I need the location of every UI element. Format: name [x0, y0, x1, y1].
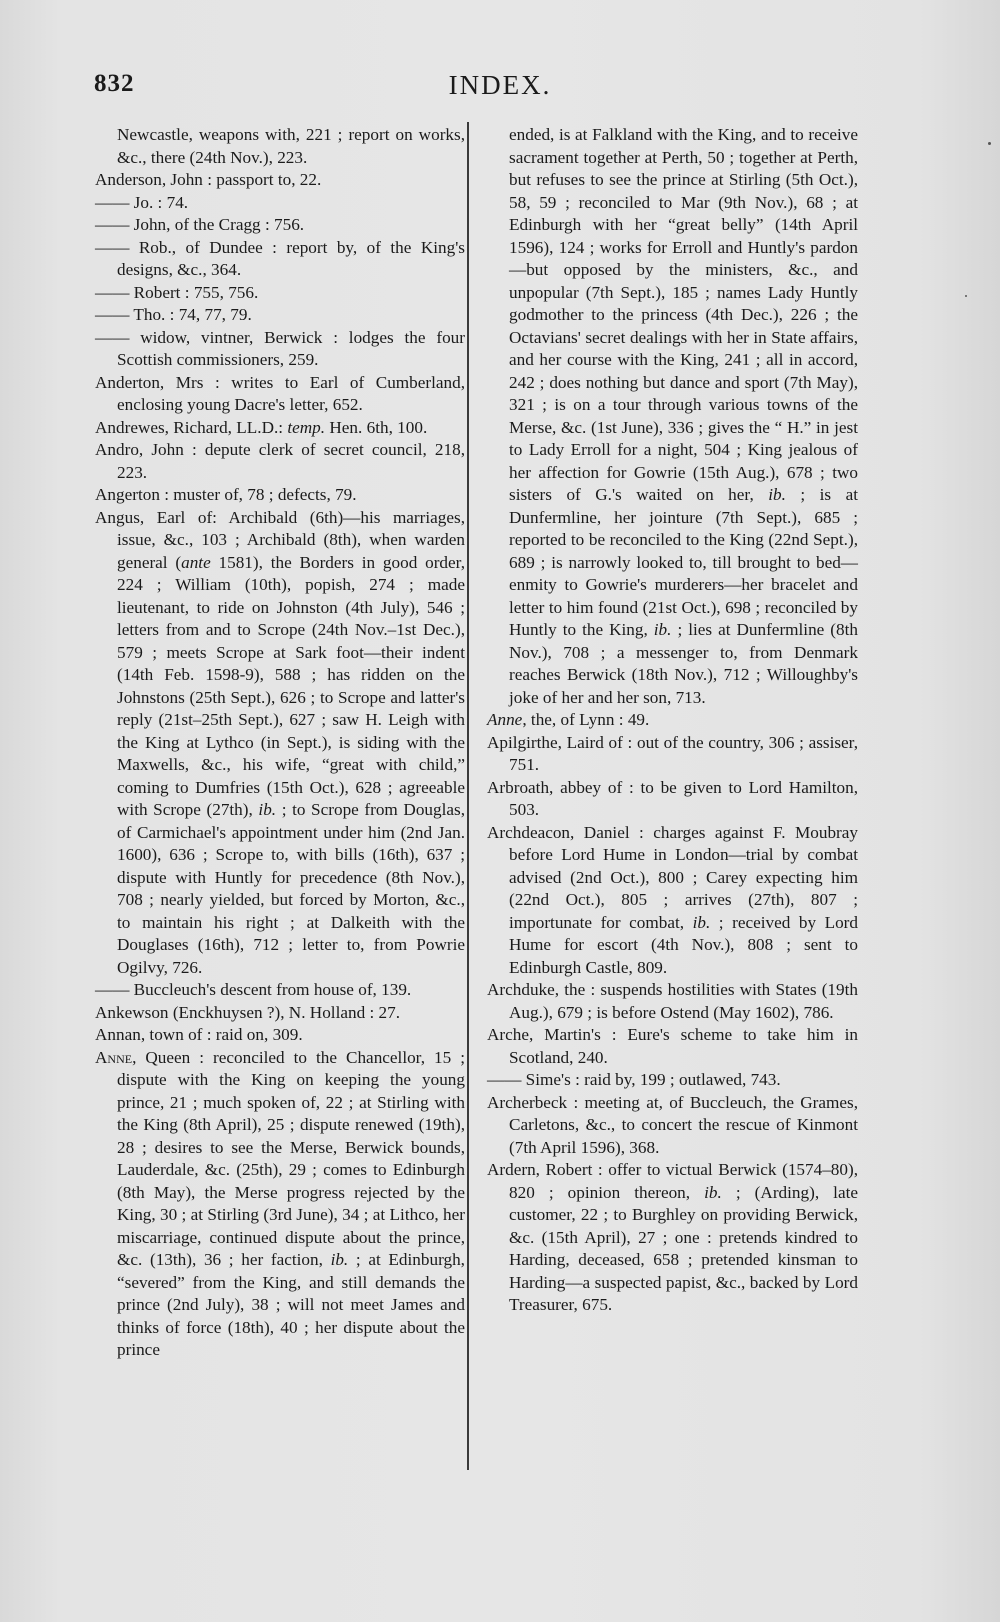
index-entry: [487, 732, 858, 777]
entry-text: Angerton : muster of, 78 ; defects, 79.: [95, 485, 357, 504]
entry-text: —— Rob., of Dundee : report by, of the King's designs, &c., 364.: [95, 237, 465, 279]
entry-text: Andro, John : depute clerk of secret council, 218, 223.: [95, 440, 465, 482]
entry-text: —— Robert : 755, 756.: [95, 282, 259, 302]
entry-text: , Queen : reconciled to the Chancellor, 15 ; dispute with the King on keeping the young prince, 21 ; much spoken of, 22 ; at Stirling with the King (8th April), 25 ; dispute renewed (19th), 28 ; desires to see the Merse, Berwick bounds, Lauderdale, &c. (25th), 29 ; comes to Edinburgh (8th May), the Merse progress rejected by the King, 30 ; at Stirling (3rd June), 34 ; at Lithco, her miscarriage, continued dispute about the prince, &c. (13th), 36 ; her faction,: [117, 1047, 465, 1269]
index-entry: [95, 372, 465, 417]
column-divider: [467, 122, 469, 1470]
entry-text: —— Sime's : raid by, 199 ; outlawed, 743.: [487, 1070, 781, 1089]
index-entry: [95, 304, 465, 327]
index-entry: [95, 507, 465, 980]
entry-text: ; lies at Dunfermline (8th Nov.), 708 ; a messenger to, from Denmark reaches Berwick (18th Nov.), 712 ; Willoughby's joke of her and her son, 713.: [509, 620, 858, 707]
entry-text: Hen. 6th, 100.: [325, 417, 428, 437]
index-entry: [487, 979, 858, 1024]
entry-text: Anderton, Mrs : writes to Earl of Cumberland, enclosing young Dacre's letter, 652.: [95, 372, 465, 414]
index-entry: [95, 1002, 465, 1025]
entry-text: Annan, town of : raid on, 309.: [95, 1025, 303, 1044]
index-entry: [95, 237, 465, 282]
entry-text: ante: [181, 552, 211, 572]
entry-text: ib.: [692, 912, 711, 932]
entry-text: , the, of Lynn : 49.: [522, 710, 650, 729]
entry-text: —— John, of the Cragg : 756.: [95, 215, 305, 234]
entry-text: Newcastle, weapons with, 221 ; report on works, &c., there (24th Nov.), 223.: [117, 125, 465, 167]
entry-text: temp.: [287, 417, 326, 437]
entry-text: ; at Edinburgh, “severed” from the King, and still demands the prince (2nd July), 38 ; will not meet James and thinks of force (18th), 40 ; her dispute about the prince: [117, 1250, 465, 1359]
entry-text: ib.: [704, 1182, 722, 1202]
paper-speck: [965, 295, 967, 297]
entry-text: Archdeacon, Daniel : charges against F. Moubray before Lord Hume in London—trial by combat advised (2nd Oct.), 800 ; Carey expecting him (22nd Oct.), 805 ; arrives (27th), 807 ; importunate for combat,: [487, 822, 858, 932]
index-entry: [95, 327, 465, 372]
index-entry: [487, 1092, 858, 1160]
entry-text: Ardern, Robert : offer to victual Berwick (1574–80), 820 ; opinion thereon,: [487, 1160, 858, 1202]
entry-text: ib.: [653, 620, 672, 639]
entry-text: Andrewes, Richard, LL.D.:: [95, 417, 288, 437]
page-number: 832: [94, 70, 135, 97]
entry-text: ib.: [258, 800, 277, 819]
index-entry: [487, 709, 858, 732]
index-entry: [95, 439, 465, 484]
index-column-right: [487, 124, 858, 1317]
index-column-left: [95, 124, 465, 1362]
index-entry: [95, 484, 465, 507]
entry-text: ; is at Dunfermline, her jointure (7th Sept.), 685 ; reported to be reconciled to the King (22nd Sept.), 689 ; is narrowly looked to, till brought to bed—enmity to Gowrie's murderers—her bracelet and letter to him found (21st Oct.), 698 ; reconciled by Huntly to the King,: [509, 485, 858, 639]
index-entry: [95, 282, 465, 305]
entry-text: —— Buccleuch's descent from house of, 139.: [95, 980, 412, 999]
entry-text: Archerbeck : meeting at, of Buccleuch, the Grames, Carletons, &c., to concert the rescue of Kinmont (7th April 1596), 368.: [487, 1092, 858, 1157]
index-entry: [95, 214, 465, 237]
entry-text: 1581), the Borders in good order, 224 ; William (10th), popish, 274 ; made lieutenant, to ride on Johnston (4th July), 546 ; letters from and to Scrope (24th Nov.–1st Dec.), 579 ; meets Scrope at Sark foot—their indent (14th Feb. 1598-9), 588 ; has ridden on the Johnstons (25th Sept.), 626 ; to Scrope and latter's reply (21st–25th Sept.), 627 ; saw H. Leigh with the King at Lythco (in Sept.), is siding with the Maxwells, &c., his wife, “great with child,” coming to Dumfries (15th Oct.), 628 ; agreeable with Scrope (27th),: [117, 552, 465, 819]
index-entry: [95, 192, 465, 215]
index-entry: [95, 1024, 465, 1047]
entry-text: Arbroath, abbey of : to be given to Lord Hamilton, 503.: [487, 777, 858, 819]
entry-text: ib.: [330, 1250, 349, 1269]
entry-text: ; received by Lord Hume for escort (4th Nov.), 808 ; sent to Edinburgh Castle, 809.: [509, 912, 858, 977]
entry-text: —— widow, vintner, Berwick : lodges the four Scottish commissioners, 259.: [95, 327, 465, 369]
index-entry: [95, 979, 465, 1002]
entry-text: —— Jo. : 74.: [95, 192, 189, 212]
index-entry: [95, 417, 465, 440]
paper-speck: [988, 142, 991, 145]
entry-text: ; (Arding), late customer, 22 ; to Burghley on providing Berwick, &c. (15th April), 27 ; one : pretends kindred to Harding, deceased, 658 ; pretended kinsman to Harding—a suspected papist, &c., backed by Lord Treasurer, 675.: [509, 1182, 858, 1314]
index-entry: [95, 169, 465, 192]
entry-text: Anne: [95, 1047, 133, 1067]
index-entry: [487, 777, 858, 822]
entry-text: Angus, Earl of: Archibald (6th)—his marriages, issue, &c., 103 ; Archibald (8th), when warden general (: [95, 507, 465, 572]
entry-text: Anderson, John : passport to, 22.: [95, 170, 322, 189]
entry-text: —— Tho. : 74, 77, 79.: [95, 305, 252, 324]
index-entry: [95, 1047, 465, 1362]
entry-text: Apilgirthe, Laird of : out of the country, 306 ; assiser, 751.: [487, 732, 858, 774]
index-entry: [487, 1159, 858, 1317]
index-entry-continuation: [95, 124, 465, 169]
entry-text: Arche, Martin's : Eure's scheme to take him in Scotland, 240.: [487, 1025, 858, 1067]
entry-text: ended, is at Falkland with the King, and to receive sacrament together at Perth, 50 ; together at Perth, but refuses to see the prince at Stirling (5th Oct.), 58, 59 ; reconciled to Mar (9th Nov.), 68 ; at Edinburgh with her “great belly” (14th April 1596), 124 ; works for Erroll and Huntly's pardon—but opposed by the ministers, &c., and unpopular (7th Sept.), 185 ; names Lady Huntly godmother to the princess (4th Dec.), 226 ; the Octavians' secret dealings with her in State affairs, and her course with the King, 241 ; all in accord, 242 ; does nothing but dance and sport (7th May), 321 ; is on a tour through various towns of the Merse, &c. (1st June), 336 ; gives the “ H.” in jest to Lady Erroll for a night, 504 ; King jealous of her affection for Gowrie (15th Aug.), 678 ; two sisters of G.'s waited on her,: [509, 125, 858, 504]
index-entry: [487, 1069, 858, 1092]
running-head: INDEX.: [448, 70, 552, 100]
entry-text: Ankewson (Enckhuysen ?), N. Holland : 27.: [95, 1002, 401, 1022]
entry-text: Anne: [487, 710, 523, 729]
entry-text: ; to Scrope from Douglas, of Carmichael's appointment under him (2nd Jan. 1600), 636 ; Scrope to, with bills (16th), 637 ; dispute with Huntly for precedence (8th Nov.), 708 ; nearly yielded, but forced by Morton, &c., to maintain his right ; at Dalkeith with the Douglases (16th), 712 ; letter to, from Powrie Ogilvy, 726.: [117, 800, 465, 977]
entry-text: ib.: [768, 485, 786, 504]
index-entry: [487, 1024, 858, 1069]
index-entry: [487, 822, 858, 980]
index-entry-continuation: [487, 124, 858, 709]
entry-text: Archduke, the : suspends hostilities with States (19th Aug.), 679 ; is before Ostend (May 1602), 786.: [487, 980, 858, 1022]
